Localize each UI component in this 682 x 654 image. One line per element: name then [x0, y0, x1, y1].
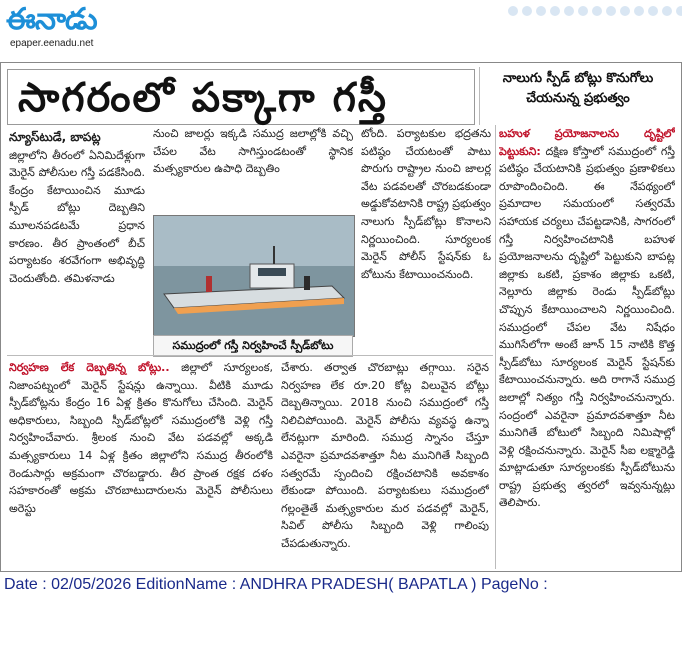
share-icon[interactable] [578, 6, 588, 16]
share-icon[interactable] [536, 6, 546, 16]
share-icon[interactable] [634, 6, 644, 16]
column-1-text: జిల్లాలోని తీరంలో ఏనిమిదేళ్లుగా మెరైన్ పోలీసుల గస్తీ పడకేసింది. కేంద్రం కేటాయించిన మూడు స్పీడ్ బోట్లు దెబ్బతిని మూలనపడటమే ప్రధాన కారణం. తీర ప్రాంతంలో బీచ్ పర్యాటకం శరవేగంగా అభివృద్ధి చెందుతోంది. తమిళనాడు [9, 148, 145, 285]
dateline: న్యూస్‌టుడే, బాపట్ల [9, 130, 101, 144]
column-5-lead: నిర్వహణ లేక దెబ్బతిన్న బోట్లు.. [9, 361, 170, 374]
share-icon[interactable] [606, 6, 616, 16]
subheadline [483, 69, 673, 109]
share-icons-row [508, 6, 682, 16]
divider [495, 125, 496, 569]
column-3-text: టోంది. పర్యాటకుల భద్రతను పటిష్ఠం చేయటంతో పాటు పొరుగు రాష్ట్రాల నుంచి జాలర్ల వేట పడవలతో చొరబడకుండా అడ్డుకోవటానికి రాష్ట్ర ప్రభుత్వం నాలుగు స్పీడ్‌బోట్లు కొనాలని నిర్ణయించింది. సూర్యలంక మెరైన్ పోలీస్ స్టేషన్‌కు ఓ బోటును కేటాయించనుంది. [361, 127, 491, 281]
column-6-text: చేశారు. తర్వాత చొరబాట్లు తగ్గాయి. సరైన నిర్వహణ లేక రూ.20 కోట్ల విలువైన బోట్లు దెబ్బతిన్నాయి. 2018 నుంచి సముద్రంలో గస్తీ నిలిచిపోయింది. మెరైన్ పోలీసు వ్యవస్థ ఉన్నా లేనట్లుగా మారింది. సముద్ర స్నానం చేస్తూ ఎవరైనా ప్రమాదవశాత్తూ నీట మునిగితే సిబ్బంది సత్వరమే స్పందించి రక్షించటానికి అవకాశం లేకుండా పోయింది. పర్యాటకులు సముద్రంలో గల్లంతైతే మత్స్యకారుల మర పడవల్లో మెరైన్, సివిల్ పోలీసు సిబ్బంది వెళ్లి గాలింపు చేపడుతున్నారు. [281, 361, 489, 550]
share-icon[interactable] [648, 6, 658, 16]
footer-edition-info: Date : 02/05/2026 EditionName : ANDHRA PRADESH( BAPATLA ) PageNo : [4, 576, 548, 593]
share-icon[interactable] [564, 6, 574, 16]
column-5-text: జిల్లాలో సూర్యలంక, నిజాంపట్నంలో మెరైన్ స్టేషన్లు ఉన్నాయి. వీటికి మూడు స్పీడ్‌బోట్లను కేంద్రం 16 ఏళ్ల క్రితం కొనుగోలు చేసింది. మెరైన్ అధికారులు, సిబ్బంది స్పీడ్‌బోట్లలో సముద్రంలోకి వెళ్లి గస్తీ నిర్వహించేవారు. శ్రీలంక నుంచి వేట పడవల్లో అక్కడి మత్స్యకారులు 14 ఏళ్ల క్రితం జిల్లాలోని సముద్ర తీరంలోకి రెండుసార్లు అక్రమంగా చొరబడ్డారు. తీర ప్రాంత రక్షక దళం సహకారంతో అక్రమ చొరబాటుదారులను మెరైన్ పోలీసులు అరెస్టు [9, 361, 273, 515]
share-icon[interactable] [550, 6, 560, 16]
share-icon[interactable] [592, 6, 602, 16]
subheadline-line-1: నాలుగు స్పీడ్ బోట్లు కొనుగోలు [502, 71, 654, 86]
article-column-4 [499, 125, 675, 569]
divider [479, 67, 480, 125]
column-4-lead: బహుళ ప్రయోజనాలను దృష్టిలో పెట్టుకుని: [499, 127, 675, 158]
eenadu-logo[interactable] [6, 2, 136, 38]
headline-box [7, 69, 475, 125]
article-column-3 [361, 125, 491, 357]
share-icon[interactable] [662, 6, 672, 16]
share-icon[interactable] [522, 6, 532, 16]
photo-caption: సముద్రంలో గస్తీ నిర్వహించే స్పీడ్‌బోటు [153, 335, 353, 357]
speedboat-photo [153, 215, 355, 337]
share-icon[interactable] [620, 6, 630, 16]
article-column-2 [153, 125, 353, 213]
boat-illustration [154, 216, 354, 336]
share-icon[interactable] [676, 6, 682, 16]
subheadline-line-2: చేయనున్న ప్రభుత్వం [526, 91, 630, 106]
article-column-1 [9, 129, 145, 349]
headline: సాగరంలో పక్కాగా గస్తీ [18, 75, 388, 121]
logo-text: ఈనాడు [6, 2, 97, 37]
article-column-5 [9, 359, 273, 565]
column-2-text: నుంచి జాలర్లు ఇక్కడి సముద్ర జలాల్లోకి వచ్చి చేపల వేట సాగిస్తుండటంతో స్థానిక మత్స్యకారుల ఉపాధి దెబ్బతిం [153, 127, 353, 176]
share-icon[interactable] [508, 6, 518, 16]
news-clipping [0, 62, 682, 572]
article-column-6 [281, 359, 489, 565]
epaper-url[interactable]: epaper.eenadu.net [10, 38, 94, 49]
masthead [0, 0, 682, 58]
column-4-text: దక్షిణ కోస్తాలో సముద్రంలో గస్తీ పటిష్ఠం చేయటానికి ప్రభుత్వం ప్రణాళికలు రూపొందించింది. ఈ నేపథ్యంలో ప్రమాదాల సమయంలో సత్వరమే సహాయక చర్యలు చేపట్టడానికి, సాగరంలో గస్తీ నిర్వహించటానికి బహుళ ప్రయోజనాలను దృష్టిలో పెట్టుకుని బాపట్ల జిల్లాకు ఒకటి, ప్రకాశం జిల్లాకు ఒకటి, నెల్లూరు జిల్లాకు రెండు స్పీడ్‌బోట్లు చొప్పున కేటాయించాలని నిర్ణయించింది. సముద్రంలో చేపల వేట నిషేధం ముగిసేలోగా అంటే జూన్ 15 నాటికి కొత్త స్పీడ్‌బోటు సూర్యలంక మెరైన్ స్టేషన్‌కు కేటాయించనున్నారు. అది రాగానే సముద్ర జలాల్లో నిత్యం గస్తీ నిర్వహించనున్నారు. సంద్రంలో ఎవరైనా ప్రమాదవశాత్తూ నీట మునిగితే బోటులో సిబ్బంది నిమిషాల్లో వెళ్లి రక్షించనున్నారు. మెరైన్ సీఐ లక్ష్మారెడ్డి మాట్లాడుతూ సూర్యలంకకు స్పీడ్‌బోటును రాష్ట్ర ప్రభుత్వ త్వరలో ఇవ్వనున్నట్లు తెలిపారు. [499, 144, 675, 510]
divider [7, 355, 493, 356]
